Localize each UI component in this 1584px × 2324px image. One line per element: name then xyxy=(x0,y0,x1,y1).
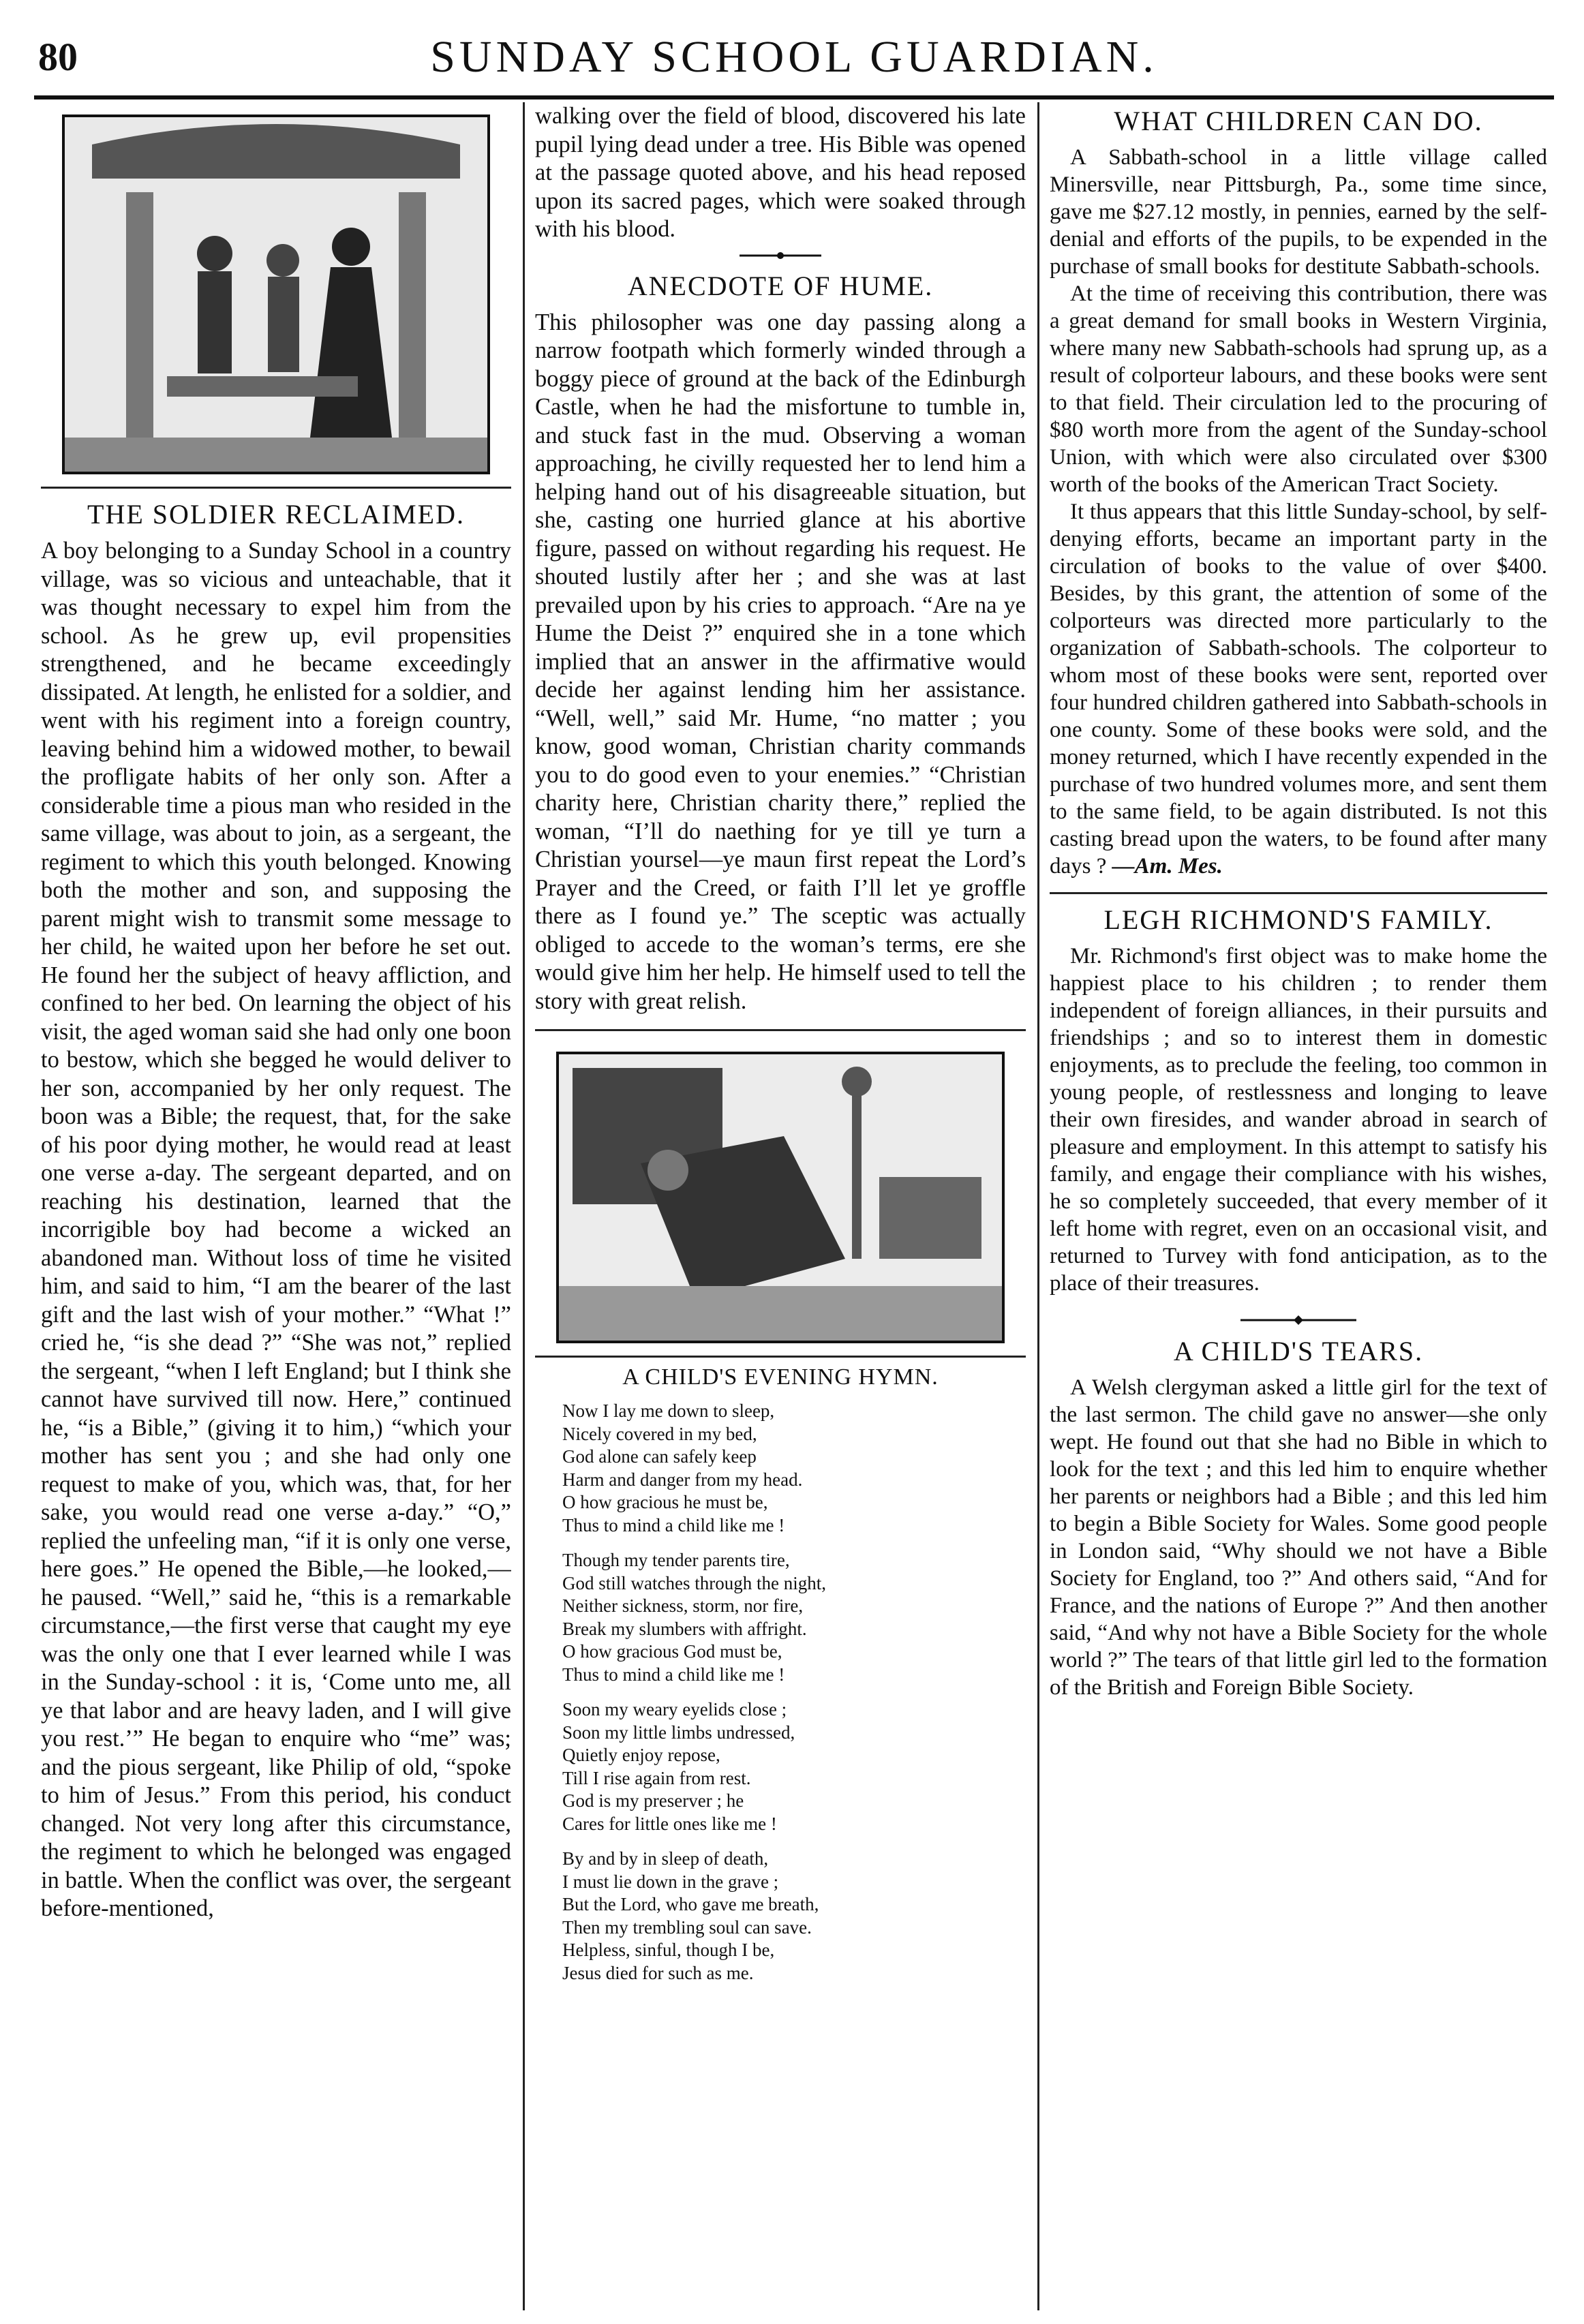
article-body-children-2: At the time of receiving this contribution, there was a great demand for small books in Western Virginia, where many new Sabbath-schools had sprung up, as a result of colporteur labours, and these books were sent to that field. Their circulation led to the procuring of $80 worth more from the agent of the Sunday-school Union, with which were also circulated over $300 worth of the books of the American Tract Society. xyxy=(1050,281,1547,497)
column-2 xyxy=(535,102,1026,2304)
column-divider-left xyxy=(523,102,525,2310)
column-divider-right xyxy=(1037,102,1039,2310)
separator-rule xyxy=(535,1356,1026,1358)
separator-rule xyxy=(535,1029,1026,1031)
poem-title: A CHILD'S EVENING HYMN. xyxy=(622,1364,939,1390)
page-number: 80 xyxy=(38,35,78,79)
poem-stanza-2: Though my tender parents tire, God still watches through the night, Neither sickness, storm, nor fire, Break my slumbers with affright. O how gracious God must be, Thus to mind a child like me ! xyxy=(562,1550,826,1685)
article-title-children: WHAT CHILDREN CAN DO. xyxy=(1114,106,1483,136)
article-body-children-3 xyxy=(1050,498,1547,880)
poem-stanza-3: Soon my weary eyelids close ; Soon my little limbs undressed, Quietly enjoy repose, Till I rise again from rest. God is my preserver ; he Cares for little ones like me ! xyxy=(562,1699,795,1834)
article-signature: —Am. Mes. xyxy=(1112,854,1223,878)
poem-stanza-1: Now I lay me down to sleep, Nicely covered in my bed, God alone can safely keep Harm and danger from my head. O how gracious he must be, Thus to mind a child like me ! xyxy=(562,1401,803,1535)
woodcut-schoolroom xyxy=(62,114,490,474)
newspaper-title: SUNDAY SCHOOL GUARDIAN. xyxy=(430,32,1158,82)
masthead-rule xyxy=(34,95,1554,100)
article-body-richmond: Mr. Richmond's first object was to make home the happiest place to his children ; to render them independent of foreign alliances, in their pursuits and friendships ; and so to interest them in domestic enjoyments, as to preclude the feeling, too common in young people, of restlessness and longing to leave their own firesides, and wander abroad in search of pleasure and employment. In this attempt to satisfy his family, and engage their compliance with his wishes, he so completely succeeded, that every member of it left home with regret, even on an occasional visit, and returned to Turvey with fond anticipation, as to the place of their treasures. xyxy=(1050,944,1547,1296)
woodcut-child-in-bed xyxy=(556,1052,1005,1343)
separator-rule xyxy=(41,487,511,489)
article-body-children-1: A Sabbath-school in a little village called Minersville, near Pittsburgh, Pa., some time since, gave me $27.12 mostly, in pennies, earned by the self-denial and efforts of the pupils, to be expended in the purchase of small books for destitute Sabbath-schools. xyxy=(1050,145,1547,279)
column-1 xyxy=(41,102,511,2304)
ornament-divider-icon xyxy=(740,251,821,260)
masthead xyxy=(27,19,1561,94)
article-title-soldier: THE SOLDIER RECLAIMED. xyxy=(87,499,465,530)
article-body-soldier: A boy belonging to a Sunday School in a country village, was so vicious and unteachable, that it was thought necessary to expel him from the school. As he grew up, evil propensities strengthened, and he became exceedingly dissipated. At length, he enlisted for a soldier, and went with his regiment into a foreign country, leaving behind him a widowed mother, to bewail the profligate habits of her only son. After a considerable time a pious man who resided in the same village, was about to join, as a sergeant, the regiment to which this youth belonged. Knowing both the mother and son, and supposing the parent might wish to transmit some message to her child, he waited upon her before he set out. He found her the subject of heavy affliction, and confined to her bed. On learning the object of his visit, the aged woman said she had only one boon to bestow, which she begged he would deliver to her son, accompanied by her only request. The boon was a Bible; the request, that, for the sake of his poor dying mother, he would read at least one verse a-day. The sergeant departed, and on reaching his destination, learned that the incorrigible boy had become a wicked an abandoned man. Without loss of time he visited him, and said to him, “I am the bearer of the last gift and the last wish of your mother.” “What !” cried he, “is she dead ?” “She was not,” replied the sergeant, “when I left England; but I think she cannot have survived till now. Here,” continued he, “is a Bible,” (giving it to him,) “which your mother has sent you ; and she had only one request to make of you, which was, that, for her sake, you would read one verse a-day.” “O,” replied the unfeeling man, “if it is only one verse, here goes.” He opened the Bible,—he looked,—he paused. “Well,” said he, “this is a remarkable circumstance,—the first verse that caught my eye was the only one that I ever learned while I was in the Sunday-school : it is, ‘Come unto me, all ye that labor and are heavy laden, and I will give you rest.’” He began to enquire who “me” was; and the pious sergeant, like Philip of old, “spoke to him of Jesus.” From this period, his conduct changed. Not very long after this circumstance, the regiment to which he belonged was engaged in battle. When the conflict was over, the sergeant before-mentioned, xyxy=(41,538,511,1921)
article-title-richmond: LEGH RICHMOND'S FAMILY. xyxy=(1103,904,1493,935)
column-3 xyxy=(1050,102,1547,2304)
article-continuation: walking over the field of blood, discovered his late pupil lying dead under a tree. His Bible was opened at the passage quoted above, and his head reposed upon its sacred pages, which were soaked through with his blood. xyxy=(535,103,1026,242)
separator-rule xyxy=(1050,892,1547,894)
article-body-tears: A Welsh clergyman asked a little girl for the text of the last sermon. The child gave no answer—she only wept. He found out that she had no Bible in which to look for the text ; and this led him to enquire whether her parents or neighbors had a Bible ; and this led him to begin a Bible Society for Wales. Some good people in London said, “Why should we not have a Bible Society for England, too ?” And others said, “And for France, and the nations of Europe ?” And then another said, “And why not have a Bible Society for the whole world ?” The tears of that little girl led to the formation of the British and Foreign Bible Society. xyxy=(1050,1375,1547,1700)
poem-stanza-4: By and by in sleep of death, I must lie down in the grave ; But the Lord, who gave me breath, Then my trembling soul can save. Helpless, sinful, though I be, Jesus died for such as me. xyxy=(562,1848,819,1983)
article-body-children-3-text: It thus appears that this little Sunday-school, by self-denying efforts, became an important party in the circulation of books to the value of over $400. Besides, by this grant, the attention of some of the colporteurs was directed more particularly to the organization of Sabbath-schools. The colporteur to whom most of these books were sent, reported over four hundred children gathered into Sabbath-schools in one county. Some of these books were sold, and the money returned, which I have recently expended in the purchase of two hundred volumes more, and sent them to the same field, to be again distributed. Is not this casting bread upon the waters, to be found after many days ? xyxy=(1050,500,1547,878)
article-title-hume: ANECDOTE OF HUME. xyxy=(627,270,934,301)
article-body-hume: This philosopher was one day passing along a narrow footpath which formerly winded through a boggy piece of ground at the back of the Edinburgh Castle, when he had the misfortune to tumble in, and stuck fast in the mud. Observing a woman approaching, he civilly requested her to lend him a helping hand out of his disagreeable situation, but she, casting one hurried glance at his abortive figure, passed on without regarding his request. He shouted lustily after her ; and she was at last prevailed upon by his cries to approach. “Are na ye Hume the Deist ?” enquired she in a tone which implied that an answer in the affirmative would decide her against lending him her assistance. “Well, well,” said Mr. Hume, “no matter ; you know, good woman, Christian charity commands you to do good even to your enemies.” “Christian charity here, Christian charity there,” replied the woman, “I’ll do naething for ye till ye turn a Christian yoursel—ye maun first repeat the Lord’s Prayer and the Creed, or faith I’ll let ye groffle there as I found ye.” The sceptic was actually obliged to accede to the woman’s terms, ere she would give him her help. He himself used to tell the story with great relish. xyxy=(535,309,1026,1014)
ornament-divider-icon xyxy=(1240,1315,1356,1326)
article-title-tears: A CHILD'S TEARS. xyxy=(1173,1336,1424,1366)
